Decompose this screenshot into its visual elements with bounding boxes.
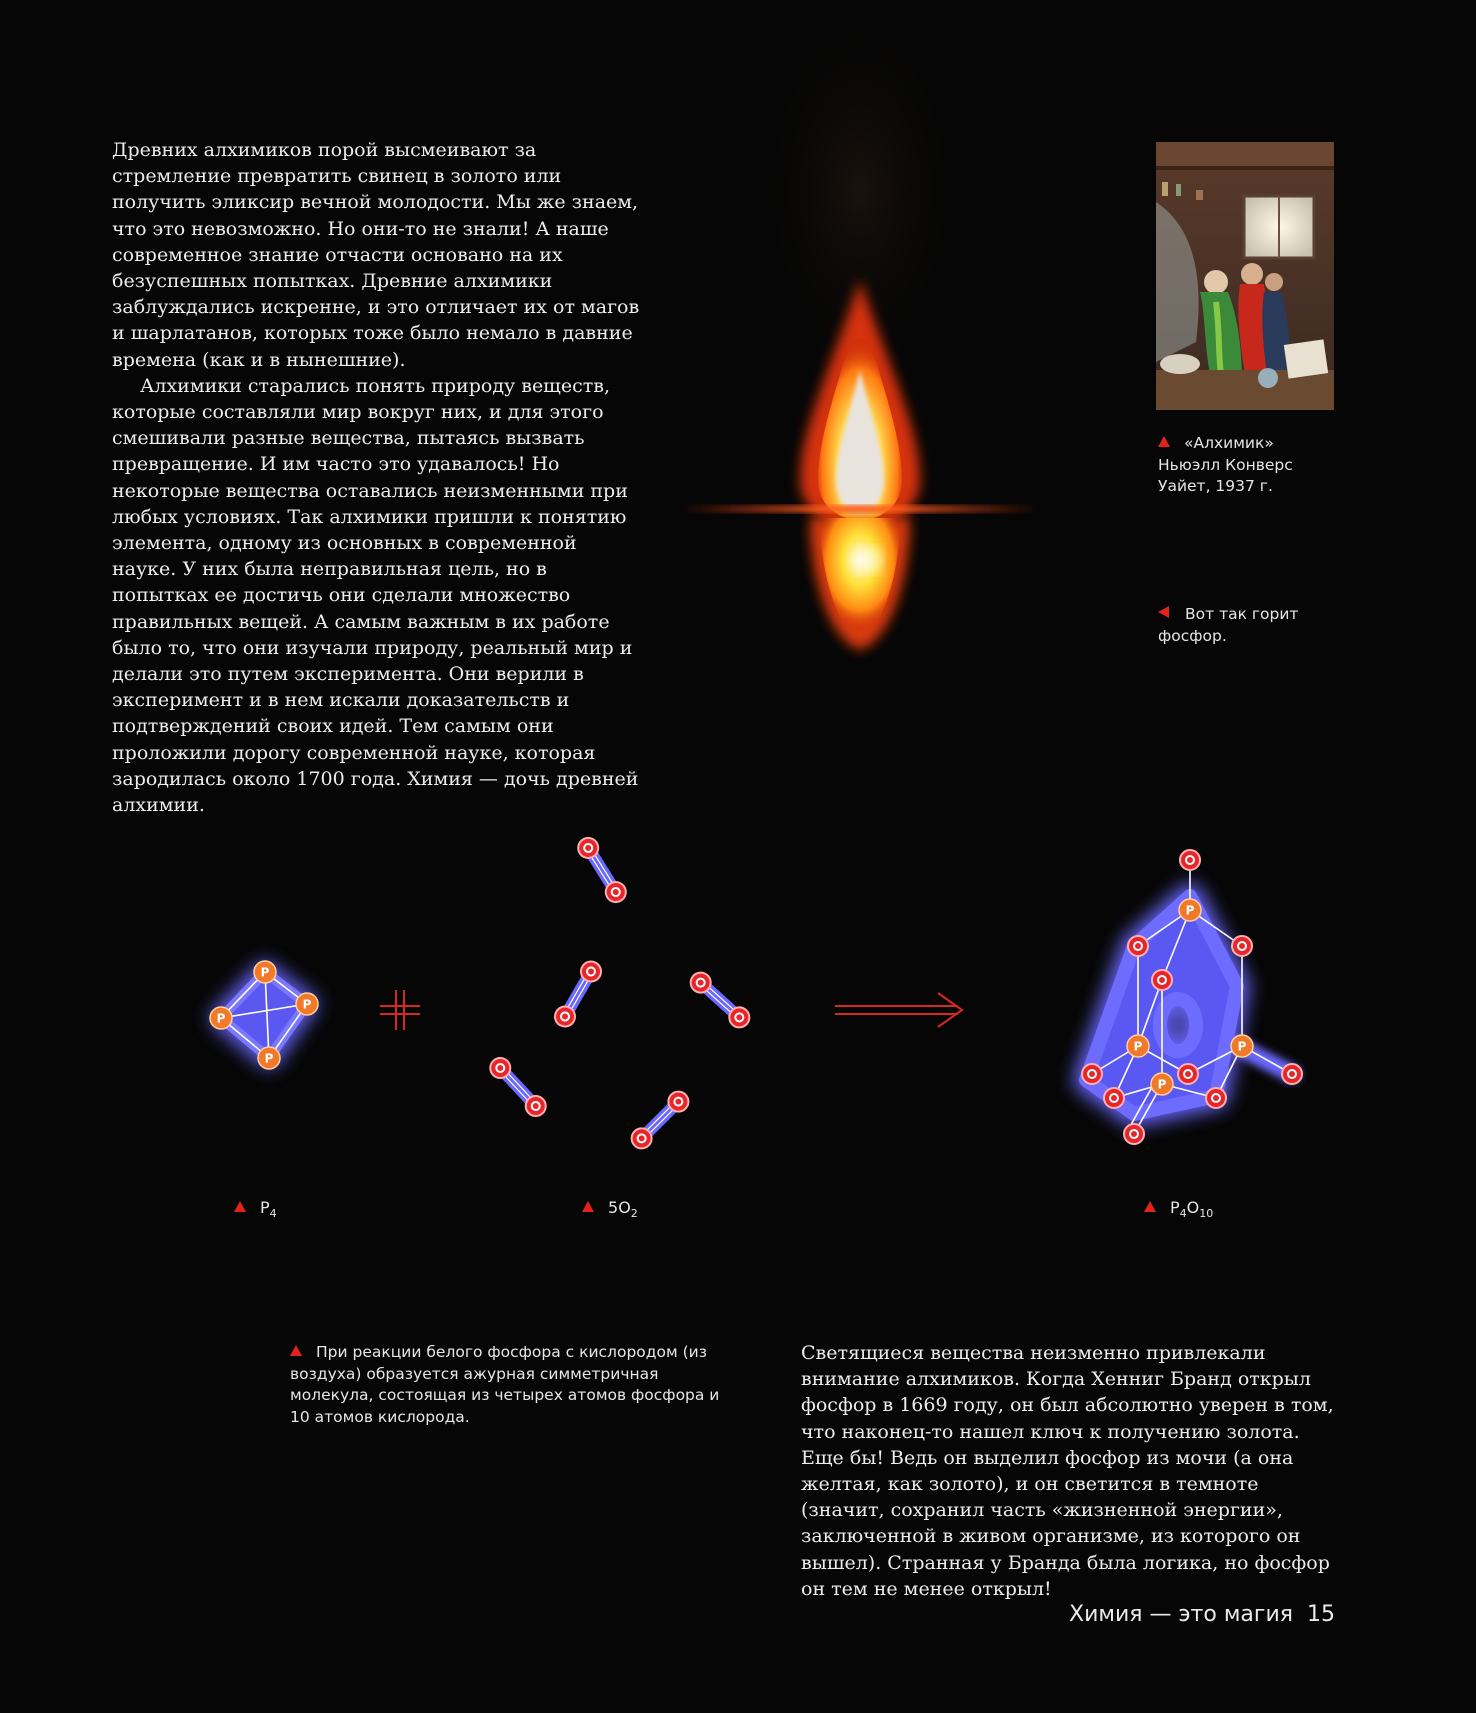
- oxygen-atom: [1178, 1064, 1198, 1084]
- caption-arrow-up-icon: [290, 1345, 302, 1356]
- flame-caption-text: Вот так горит фосфор.: [1158, 605, 1299, 645]
- phosphorus-atom: [1179, 899, 1201, 921]
- page-footer: [1069, 1602, 1335, 1627]
- svg-text:P: P: [260, 965, 270, 980]
- oxygen-atom: [1282, 1064, 1302, 1084]
- svg-text:P: P: [1157, 1077, 1167, 1092]
- reaction-caption-text: При реакции белого фосфора с кислородом (из воздуха) образуется ажурная симметричная молекула, состоящая из четырех атомов фосфора и 10 атомов кислорода.: [290, 1343, 720, 1426]
- oxygen-atom: [1104, 1088, 1124, 1108]
- formula-arrow-up-icon: [1144, 1201, 1156, 1212]
- painting-caption: [1158, 433, 1348, 498]
- bottom-paragraph: Светящиеся вещества неизменно привлекали внимание алхимиков. Когда Хенниг Бранд открыл фосфор в 1669 году, он был абсолютно уверен в том, что наконец-то нашел ключ к получению золота. Еще бы! Ведь он выделил фосфор из мочи (а она желтая, как золото), и он светится в темноте (значит, сохранил часть «жизненной энергии», заключенной в живом организме, из которого он вышел). Странная у Бранда была логика, но фосфор он тем не менее открыл!: [801, 1342, 1334, 1600]
- oxygen-atom: [1180, 850, 1200, 870]
- o2-molecule: [551, 958, 604, 1030]
- phosphorus-atom: [296, 993, 318, 1015]
- running-title: Химия — это магия: [1069, 1602, 1293, 1627]
- formula-arrow-up-icon: [234, 1201, 246, 1212]
- phosphorus-flame-image: [680, 40, 1040, 680]
- p4-molecule: [210, 961, 318, 1069]
- phosphorus-atom: [1231, 1035, 1253, 1057]
- flame-caption: [1158, 604, 1310, 647]
- formula-p4: $P_4$: [234, 1198, 277, 1220]
- oxygen-atom: [1206, 1088, 1226, 1108]
- o2-molecule: [627, 1087, 692, 1152]
- o2-molecules: [486, 834, 753, 1152]
- svg-text:P: P: [1237, 1039, 1247, 1054]
- plus-icon: [380, 990, 420, 1030]
- main-text: [112, 137, 644, 818]
- svg-text:P: P: [302, 997, 312, 1012]
- formula-p4o10: $P_4O_{10}$: [1144, 1198, 1213, 1220]
- reaction-diagram: [150, 800, 1350, 1200]
- page-number: 15: [1307, 1602, 1335, 1627]
- reaction-caption: [290, 1342, 728, 1428]
- o2-molecule: [687, 968, 754, 1031]
- oxygen-atom: [1152, 970, 1172, 990]
- reaction-arrow-icon: [835, 993, 962, 1027]
- o2-molecule: [486, 1054, 550, 1120]
- oxygen-atom: [1232, 936, 1252, 956]
- caption-arrow-left-icon: [1158, 606, 1169, 618]
- oxygen-atom: [1128, 936, 1148, 956]
- main-paragraph-1: Древних алхимиков порой высмеивают за стремление превратить свинец в золото или получить эликсир вечной молодости. Мы же знаем, что это невозможно. Но они-то не знали! А наше современное знание отчасти основано на их безуспешных попытках. Древние алхимики заблуждались искренне, и это отличает их от магов и шарлатанов, которых тоже было немало в давние времена (как и в нынешние).: [112, 139, 640, 371]
- main-paragraph-2: Алхимики старались понять природу веществ, которые составляли мир вокруг них, и для этого смешивали разные вещества, пытаясь вызвать превращение. И им часто это удавалось! Но некоторые вещества оставались неизменными при любых условиях. Так алхимики пришли к понятию элемента, одному из основных в современной науке. У них была неправильная цель, но в попытках ее достичь они сделали множество правильных вещей. А самым важным в их работе было то, что они изучали природу, реальный мир и делали это путем эксперимента. Они верили в эксперимент и в нем искали доказательств и подтверждений своих идей. Тем самым они проложили дорогу современной науке, которая зародилась около 1700 года. Химия — дочь древней алхимии.: [112, 374, 639, 817]
- painting-title: «Алхимик»: [1184, 434, 1274, 452]
- svg-text:P: P: [1185, 903, 1195, 918]
- phosphorus-atom: [210, 1007, 232, 1029]
- caption-arrow-up-icon: [1158, 436, 1170, 447]
- phosphorus-atom: [254, 961, 276, 983]
- phosphorus-atom: [1127, 1035, 1149, 1057]
- phosphorus-atom: [1151, 1073, 1173, 1095]
- formula-arrow-up-icon: [582, 1201, 594, 1212]
- formula-o2: $5O_2$: [582, 1198, 638, 1220]
- svg-text:P: P: [264, 1051, 274, 1066]
- svg-text:P: P: [1133, 1039, 1143, 1054]
- p4o10-molecule: [1082, 850, 1302, 1144]
- phosphorus-atom: [258, 1047, 280, 1069]
- svg-text:P: P: [216, 1011, 226, 1026]
- o2-molecule: [574, 834, 629, 906]
- painting-author: Ньюэлл Конверс Уайет, 1937 г.: [1158, 455, 1293, 495]
- oxygen-atom: [1124, 1124, 1144, 1144]
- alchemist-painting-image: [1156, 142, 1334, 410]
- bottom-text: [801, 1340, 1341, 1602]
- oxygen-atom: [1082, 1064, 1102, 1084]
